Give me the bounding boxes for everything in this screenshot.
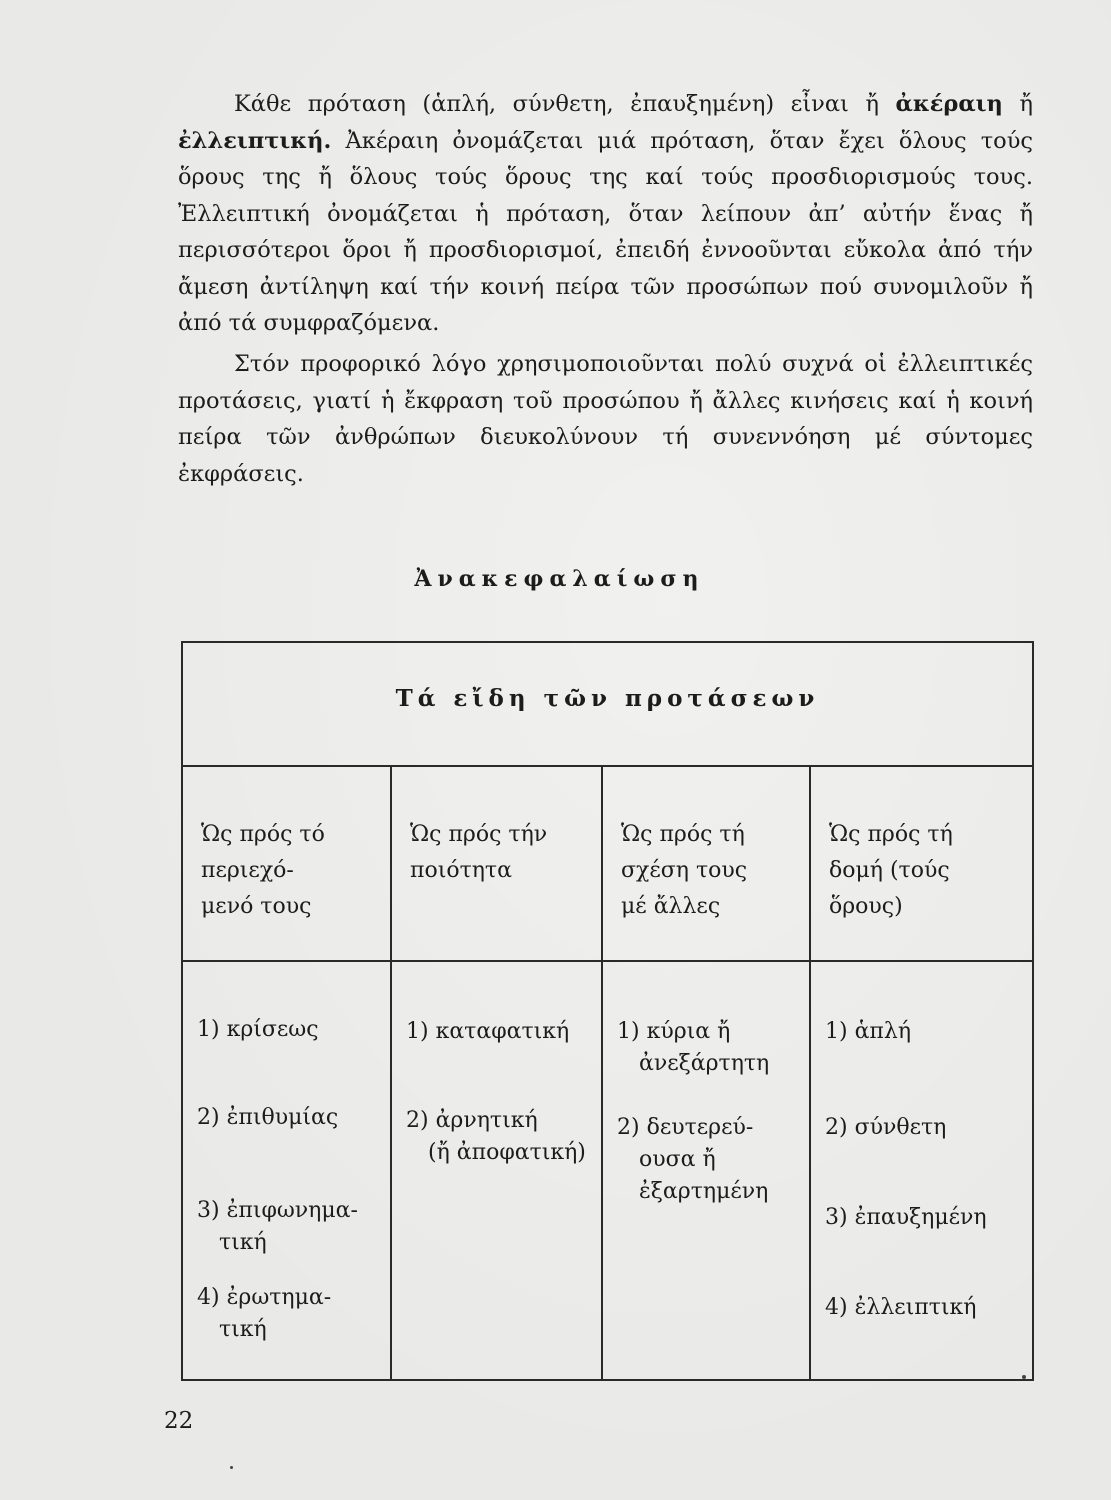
list-item: 1) κρίσεως	[197, 1017, 319, 1042]
column-content	[183, 765, 390, 1379]
list-item: 1) κύρια ἤ ἀνεξάρτητη	[617, 1019, 770, 1076]
list-item: 2) ἀρνητική (ἤ ἀποφατική)	[406, 1108, 586, 1165]
paragraph2-text: Στόν προφορικό λόγο χρησιμοποιοῦνται πολύ συχνά οἱ ἐλλειπτικές προτάσεις, γιατί ἡ ἔκφραση τοῦ προσώπου ἤ ἄλλες κινήσεις καί ἡ κοινή πείρα τῶν ἀνθρώπων διευκολύνουν τή συνεννόηση μέ σύντομες ἐκφράσεις.	[178, 351, 1033, 487]
summary-heading: Ἀνακεφαλαίωση	[414, 566, 705, 592]
list-item: 3) ἐπαυξημένη	[825, 1205, 987, 1230]
column-header-cell	[392, 765, 601, 962]
column-header-cell	[183, 765, 390, 962]
paragraph1-text-b: ἤ	[1002, 91, 1033, 117]
column-header-structure: Ὡς πρός τή δομή (τούς ὅρους)	[829, 822, 953, 919]
column-structure	[809, 765, 1032, 1379]
sentence-types-table	[181, 641, 1034, 1381]
paragraph1-text-a: Κάθε πρόταση (ἁπλή, σύνθετη, ἐπαυξημένη) εἶναι ἤ	[234, 91, 896, 117]
list-item: 4) ἐλλειπτική	[825, 1295, 977, 1320]
paragraph-complete-elliptic	[178, 86, 1033, 342]
paragraph-oral-speech	[178, 346, 1033, 492]
list-item: 1) ἁπλή	[825, 1019, 912, 1044]
paragraph1-text-c: Ἀκέραιη ὀνομάζεται μιά πρόταση, ὅταν ἔχει ὅλους τούς ὅρους της ἤ ὅλους τούς ὅρους της καί τούς προσδιορισμούς τους. Ἐλλειπτική ὀνομάζεται ἡ πρόταση, ὅταν λείπουν ἀπ’ αὐτήν ἕνας ἤ περισσότεροι ὅροι ἤ προσδιορισμοί, ἐπειδή ἐννοοῦνται εὔκολα ἀπό τήν ἄμεση ἀντίληψη καί τήν κοινή πείρα τῶν προσώπων πού συνομιλοῦν ἤ ἀπό τά συμφραζόμενα.	[178, 127, 1033, 336]
list-item: 2) σύνθετη	[825, 1115, 947, 1140]
list-item: 4) ἐρωτημα- τική	[197, 1285, 332, 1342]
print-speck	[1022, 1375, 1026, 1379]
column-header-cell	[603, 765, 809, 962]
column-header-relation: Ὡς πρός τή σχέση τους μέ ἄλλες	[621, 822, 748, 919]
table-title: Τά εἴδη τῶν προτάσεων	[183, 643, 1032, 767]
page-number: 22	[164, 1408, 194, 1434]
list-item: 2) ἐπιθυμίας	[197, 1105, 339, 1130]
column-relation	[601, 765, 809, 1379]
column-header-content: Ὡς πρός τό περιεχό- μενό τους	[201, 822, 325, 919]
column-quality	[390, 765, 601, 1379]
column-header-cell	[811, 765, 1032, 962]
list-item: 1) καταφατική	[406, 1019, 570, 1044]
list-item: 2) δευτερεύ- ουσα ἤ ἐξαρτημένη	[617, 1115, 769, 1204]
term-akeraii: ἀκέραιη	[895, 91, 1003, 117]
list-item: 3) ἐπιφωνημα- τική	[197, 1198, 358, 1255]
column-header-quality: Ὡς πρός τήν ποιότητα	[410, 822, 548, 883]
print-speck	[230, 1466, 233, 1469]
term-elleiptiki: ἐλλειπτική.	[178, 127, 332, 154]
